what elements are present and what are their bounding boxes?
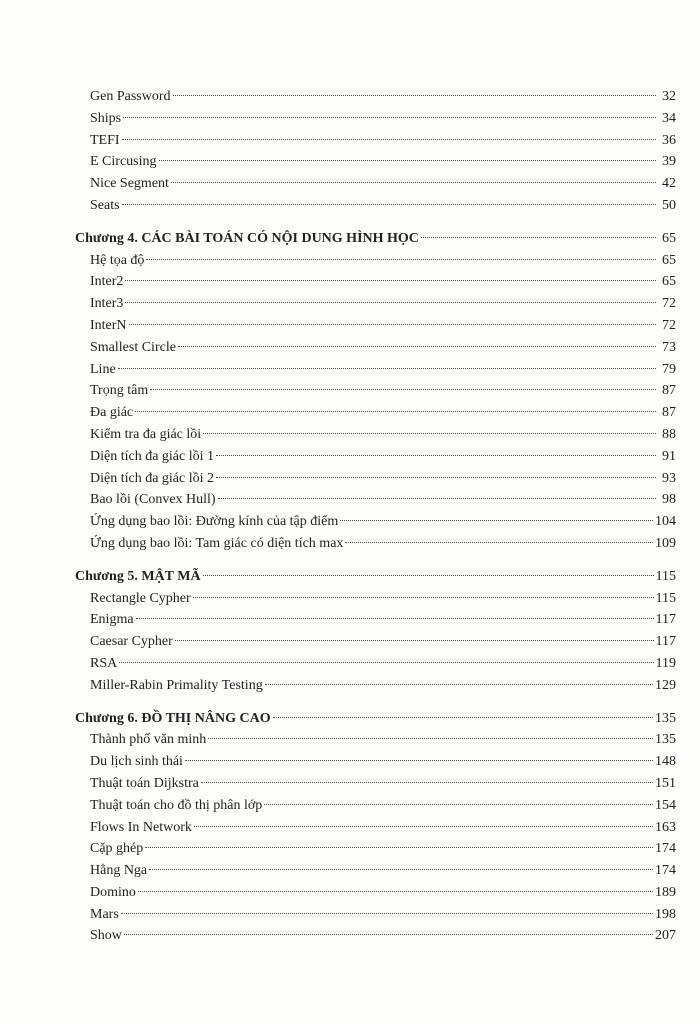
toc-entry[interactable] — [75, 293, 676, 315]
page-number: 115 — [655, 590, 676, 606]
page-number: 163 — [655, 819, 676, 835]
page-number: 117 — [655, 634, 676, 650]
entry-title: Gen Password — [90, 89, 171, 104]
entry-title: Thuật toán Dijkstra — [90, 775, 199, 791]
dot-leader — [150, 389, 656, 390]
entry-title: Trọng tâm — [90, 383, 149, 399]
dot-leader — [129, 324, 656, 325]
toc-entry[interactable] — [75, 130, 676, 152]
page-number: 129 — [655, 677, 676, 693]
dot-leader — [135, 411, 656, 412]
toc-entry[interactable] — [75, 751, 676, 773]
toc-entry[interactable] — [75, 446, 676, 468]
page-number: 65 — [662, 274, 676, 290]
table-of-contents — [75, 86, 676, 947]
toc-entry[interactable] — [75, 795, 676, 817]
dot-leader — [218, 498, 656, 499]
entry-title: Đa giác — [90, 405, 134, 421]
toc-entry[interactable] — [75, 86, 676, 108]
dot-leader — [138, 891, 653, 892]
page-number: 117 — [655, 612, 676, 628]
dot-leader — [273, 717, 653, 718]
entry-title: Hệ tọa độ — [90, 252, 145, 268]
dot-leader — [119, 662, 653, 663]
entry-title: Ships — [90, 110, 122, 126]
page-number: 189 — [655, 884, 676, 900]
toc-entry[interactable] — [75, 173, 676, 195]
page-number: 36 — [662, 132, 676, 148]
dot-leader — [194, 826, 653, 827]
toc-entry[interactable] — [75, 359, 676, 381]
toc-entry[interactable] — [75, 250, 676, 272]
dot-leader — [216, 477, 656, 478]
entry-title: Ứng dụng bao lồi: Đường kính của tập điểm — [90, 514, 339, 530]
dot-leader — [125, 280, 656, 281]
entry-title: Mars — [90, 906, 119, 922]
entry-title: Miller-Rabin Primality Testing — [90, 677, 263, 693]
entry-title: Cặp ghép — [90, 841, 144, 857]
entry-title: Chương 6. ĐỒ THỊ NÂNG CAO — [75, 710, 271, 726]
page-number: 79 — [662, 361, 676, 377]
entry-title: Diện tích đa giác lồi 2 — [90, 470, 215, 486]
entry-title: Chương 4. CÁC BÀI TOÁN CÓ NỘI DUNG HÌNH HỌC — [75, 230, 419, 246]
dot-leader — [149, 869, 653, 870]
toc-chapter[interactable] — [75, 228, 676, 250]
page-number: 87 — [662, 383, 676, 399]
dot-leader — [122, 139, 656, 140]
dot-leader — [145, 847, 653, 848]
toc-entry[interactable] — [75, 424, 676, 446]
entry-title: Caesar Cypher — [90, 634, 173, 650]
toc-entry[interactable] — [75, 925, 676, 947]
page-number: 39 — [662, 154, 676, 170]
dot-leader — [125, 302, 656, 303]
page-number: 93 — [662, 470, 676, 486]
toc-entry[interactable] — [75, 533, 676, 555]
page-number: 42 — [662, 176, 676, 192]
entry-title: Kiểm tra đa giác lồi — [90, 426, 202, 442]
page-number: 34 — [662, 110, 676, 126]
dot-leader — [345, 542, 653, 543]
entry-title: Line — [90, 361, 116, 377]
entry-title: Du lịch sinh thái — [90, 754, 183, 770]
toc-chapter[interactable] — [75, 566, 676, 588]
dot-leader — [203, 433, 656, 434]
toc-entry[interactable] — [75, 904, 676, 926]
dot-leader — [265, 684, 653, 685]
page-number: 109 — [655, 535, 676, 551]
dot-leader — [171, 182, 656, 183]
page-number: 72 — [662, 317, 676, 333]
toc-entry[interactable] — [75, 882, 676, 904]
entry-title: InterN — [90, 317, 127, 333]
toc-entry[interactable] — [75, 151, 676, 173]
toc-entry[interactable] — [75, 108, 676, 130]
dot-leader — [208, 738, 653, 739]
entry-title: Chương 5. MẬT MÃ — [75, 568, 201, 584]
dot-leader — [193, 597, 654, 598]
entry-title: Seats — [90, 197, 120, 213]
page-number: 65 — [662, 252, 676, 268]
dot-leader — [421, 237, 656, 238]
page-number: 198 — [655, 906, 676, 922]
dot-leader — [124, 934, 653, 935]
dot-leader — [216, 455, 656, 456]
dot-leader — [146, 259, 656, 260]
toc-entry[interactable] — [75, 337, 676, 359]
entry-title: Flows In Network — [90, 819, 192, 835]
entry-title: Domino — [90, 884, 136, 900]
entry-title: Inter2 — [90, 274, 124, 290]
toc-chapter[interactable] — [75, 708, 676, 730]
dot-leader — [118, 368, 656, 369]
page-number: 88 — [662, 426, 676, 442]
entry-title: E Circusing — [90, 154, 157, 170]
page-number: 151 — [655, 775, 676, 791]
toc-entry[interactable] — [75, 817, 676, 839]
page-number: 72 — [662, 296, 676, 312]
entry-title: Thuật toán cho đồ thị phân lớp — [90, 797, 263, 813]
dot-leader — [203, 575, 654, 576]
page-number: 50 — [662, 197, 676, 213]
page-number: 104 — [655, 514, 676, 530]
toc-entry[interactable] — [75, 271, 676, 293]
dot-leader — [121, 913, 653, 914]
dot-leader — [173, 95, 657, 96]
dot-leader — [340, 520, 653, 521]
page-number: 148 — [655, 754, 676, 770]
entry-title: Ứng dụng bao lồi: Tam giác có diện tích max — [90, 535, 344, 551]
toc-entry[interactable] — [75, 315, 676, 337]
entry-title: TEFI — [90, 132, 120, 148]
entry-title: Rectangle Cypher — [90, 590, 191, 606]
entry-title: Show — [90, 928, 122, 944]
page-number: 154 — [655, 797, 676, 813]
dot-leader — [136, 618, 654, 619]
dot-leader — [264, 804, 653, 805]
entry-title: RSA — [90, 655, 118, 671]
toc-entry[interactable] — [75, 838, 676, 860]
entry-title: Smallest Circle — [90, 339, 176, 355]
toc-entry[interactable] — [75, 489, 676, 511]
entry-title: Inter3 — [90, 296, 124, 312]
page-number: 73 — [662, 339, 676, 355]
toc-entry[interactable] — [75, 675, 676, 697]
dot-leader — [122, 204, 656, 205]
dot-leader — [178, 346, 656, 347]
page-number: 119 — [655, 655, 676, 671]
page-number: 91 — [662, 448, 676, 464]
page-number: 65 — [662, 230, 676, 246]
entry-title: Enigma — [90, 612, 134, 628]
entry-title: Thành phố văn minh — [90, 732, 207, 748]
entry-title: Nice Segment — [90, 176, 169, 192]
page-number: 207 — [655, 928, 676, 944]
entry-title: Bao lồi (Convex Hull) — [90, 492, 216, 508]
page-number: 135 — [655, 732, 676, 748]
page-number: 32 — [662, 89, 676, 104]
toc-entry[interactable] — [75, 773, 676, 795]
dot-leader — [123, 117, 656, 118]
toc-entry[interactable] — [75, 380, 676, 402]
toc-entry[interactable] — [75, 511, 676, 533]
dot-leader — [175, 640, 654, 641]
dot-leader — [185, 760, 653, 761]
page-number: 174 — [655, 863, 676, 879]
dot-leader — [159, 160, 657, 161]
page-number: 87 — [662, 405, 676, 421]
toc-entry[interactable] — [75, 468, 676, 490]
toc-entry[interactable] — [75, 195, 676, 217]
toc-entry[interactable] — [75, 653, 676, 675]
page-number: 115 — [655, 568, 676, 584]
page-number: 98 — [662, 492, 676, 508]
dot-leader — [201, 782, 653, 783]
page-number: 135 — [655, 710, 676, 726]
toc-entry[interactable] — [75, 402, 676, 424]
entry-title: Diện tích đa giác lồi 1 — [90, 448, 215, 464]
toc-entry[interactable] — [75, 588, 676, 610]
toc-entry[interactable] — [75, 729, 676, 751]
page-number: 174 — [655, 841, 676, 857]
toc-entry[interactable] — [75, 860, 676, 882]
toc-entry[interactable] — [75, 631, 676, 653]
toc-entry[interactable] — [75, 609, 676, 631]
entry-title: Hằng Nga — [90, 863, 148, 879]
